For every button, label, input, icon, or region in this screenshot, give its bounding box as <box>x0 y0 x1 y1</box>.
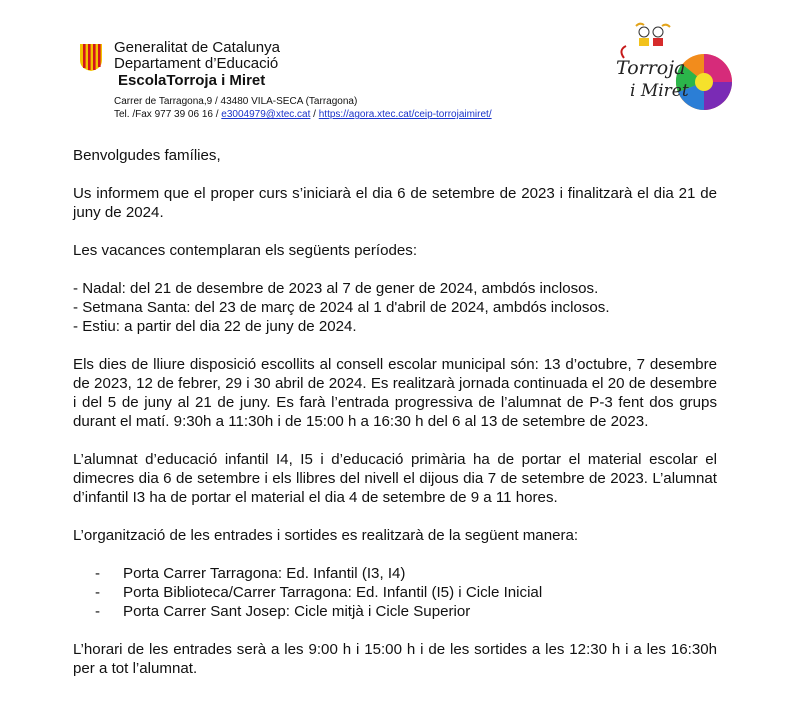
paragraph-entrances-intro: L’organització de les entrades i sortides es realitzarà de la següent manera: <box>73 527 579 544</box>
list-dash: - <box>95 603 101 620</box>
list-item <box>73 583 717 602</box>
phone-fax: Tel. /Fax 977 39 06 16 / <box>114 109 222 120</box>
paragraph-materials: L’alumnat d’educació infantil I4, I5 i d’educació primària ha de portar el material escolar el dimecres dia 6 de setembre i els llibres del nivell el dijous dia 7 de setembre de 2023. L’alumnat d’infantil I3 ha de portar el material el dia 4 de setembre de 9 a 11 hores. <box>73 451 717 506</box>
list-item <box>73 564 717 583</box>
list-item <box>73 602 717 621</box>
logo-text-torroja: Torroja <box>616 57 686 79</box>
paragraph-free-days: Els dies de lliure disposició escollits al consell escolar municipal són: 13 d’octubre, 7 desembre de 2023, 12 de febrer, 29 i 30 abril de 2024. Es realitzarà jornada continuada el 20 de desembre i del 5 de juny al 21 de juny. Es farà l’entrada progressiva de l’alumnat de P-3 fent dos grups durant el matí. 9:30h a 11:30h i de 15:00 h a 16:30 h del 6 al 13 de setembre de 2023. <box>73 356 717 430</box>
paragraph-course-dates: Us informem que el proper curs s’iniciarà el dia 6 de setembre de 2023 i finalitzarà el dia 21 de juny de 2024. <box>73 185 717 221</box>
school-contact <box>114 95 492 121</box>
school-phone-line <box>114 108 492 121</box>
list-dash: - <box>95 565 101 582</box>
door-item: Porta Carrer Sant Josep: Cicle mitjà i Cicle Superior <box>123 603 471 620</box>
logo-text-miret: i Miret <box>630 81 689 101</box>
school-logo <box>596 22 736 112</box>
greeting: Benvolgudes famílies, <box>73 147 221 164</box>
letter-body <box>73 146 717 678</box>
vacation-item: - Estiu: a partir del dia 22 de juny de 2024. <box>73 318 357 335</box>
website-link[interactable]: https://agora.xtec.cat/ceip-torrojaimiret/ <box>318 109 492 120</box>
generalitat-name: Generalitat de Catalunya <box>114 39 280 56</box>
contact-separator: / <box>310 109 319 120</box>
list-dash: - <box>95 584 101 601</box>
school-address: Carrer de Tarragona,9 / 43480 VILA-SECA (Tarragona) <box>114 96 358 107</box>
doors-list <box>73 564 717 621</box>
department-name: Departament d’Educació <box>114 55 279 72</box>
email-link[interactable]: e3004979@xtec.cat <box>221 109 311 120</box>
vacation-item: - Nadal: del 21 de desembre de 2023 al 7 de gener de 2024, ambdós inclosos. <box>73 280 599 297</box>
door-item: Porta Biblioteca/Carrer Tarragona: Ed. Infantil (I5) i Cicle Inicial <box>123 584 543 601</box>
school-name: EscolaTorroja i Miret <box>118 72 266 89</box>
paragraph-schedule: L’horari de les entrades serà a les 9:00 h i 15:00 h i de les sortides a les 12:30 h i a les 16:30h per a tot l’alumnat. <box>73 641 717 677</box>
letterhead-text <box>114 40 280 89</box>
door-item: Porta Carrer Tarragona: Ed. Infantil (I3, I4) <box>123 565 406 582</box>
letterhead <box>78 40 538 120</box>
generalitat-senyera-icon <box>78 42 104 72</box>
paragraph-vacation-intro: Les vacances contemplaran els següents períodes: <box>73 242 418 259</box>
vacation-item: - Setmana Santa: del 23 de març de 2024 al 1 d'abril de 2024, ambdós inclosos. <box>73 299 610 316</box>
